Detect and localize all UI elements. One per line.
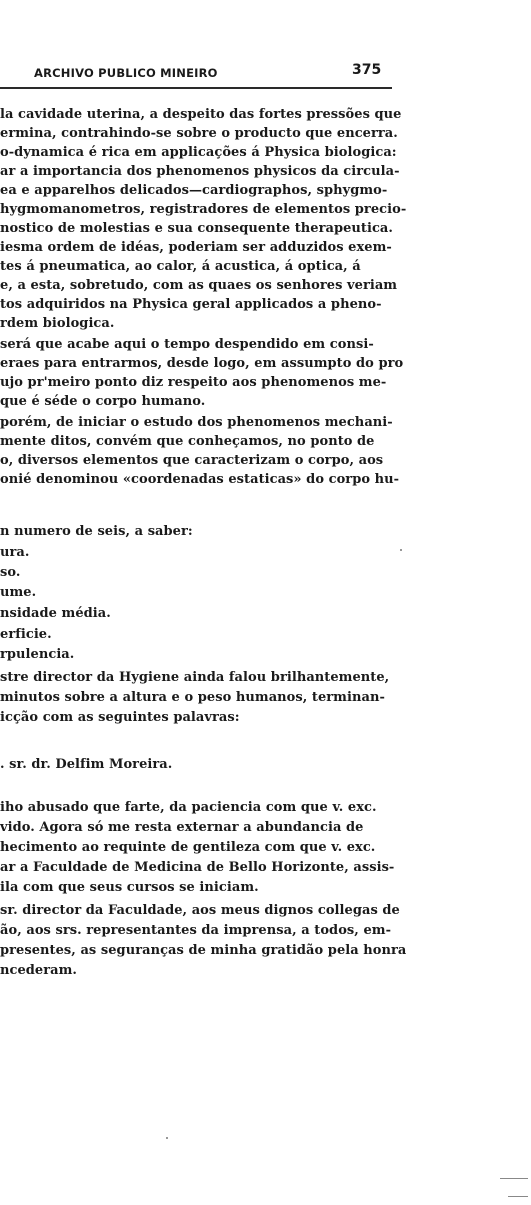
- list-item: so.: [0, 565, 21, 580]
- text-line: ar a importancia dos phenomenos physicos da circula-: [0, 164, 400, 179]
- list-item: nsidade média.: [0, 606, 111, 621]
- text-line: icção com as seguintes palavras:: [0, 710, 240, 725]
- text-line: tes á pneumatica, ao calor, á acustica, á optica, á: [0, 259, 361, 274]
- page-edge-mark: [500, 1178, 528, 1179]
- text-line: ermina, contrahindo-se sobre o producto que encerra.: [0, 126, 398, 141]
- text-line: porém, de iniciar o estudo dos phenomenos mechani-: [0, 415, 393, 430]
- text-line: iho abusado que farte, da paciencia com que v. exc.: [0, 800, 377, 815]
- list-item: ura.: [0, 545, 30, 560]
- text-line: n numero de seis, a saber:: [0, 524, 193, 539]
- text-line: vido. Agora só me resta externar a abundancia de: [0, 820, 364, 835]
- text-line: eraes para entrarmos, desde logo, em assumpto do pro: [0, 356, 404, 371]
- paper-speck: [400, 549, 402, 551]
- text-line: onié denominou «coordenadas estaticas» do corpo hu-: [0, 472, 400, 487]
- text-line: stre director da Hygiene ainda falou brilhantemente,: [0, 670, 390, 685]
- text-line: ar a Faculdade de Medicina de Bello Horizonte, assis-: [0, 860, 395, 875]
- page-header: [0, 62, 531, 92]
- text-line: ncederam.: [0, 963, 78, 978]
- paper-speck: [166, 1137, 168, 1139]
- text-line: hecimento ao requinte de gentileza com que v. exc.: [0, 840, 376, 855]
- list-item: ume.: [0, 585, 37, 600]
- text-line: ujo pr'meiro ponto diz respeito aos phenomenos me-: [0, 375, 387, 390]
- text-line: mente ditos, convém que conheçamos, no ponto de: [0, 434, 375, 449]
- text-line: e, a esta, sobretudo, com as quaes os senhores veriam: [0, 278, 398, 293]
- text-line: ão, aos srs. representantes da imprensa, a todos, em-: [0, 923, 392, 938]
- list-item: rpulencia.: [0, 647, 75, 662]
- text-line: rdem biologica.: [0, 316, 115, 331]
- page-edge-mark: [508, 1196, 528, 1197]
- text-line: nostico de molestias e sua consequente therapeutica.: [0, 221, 393, 236]
- text-line: presentes, as seguranças de minha gratidão pela honra: [0, 943, 407, 958]
- text-line: minutos sobre a altura e o peso humanos, terminan-: [0, 690, 385, 705]
- page-number: 375: [352, 62, 382, 78]
- text-line: la cavidade uterina, a despeito das fortes pressões que: [0, 107, 402, 122]
- text-line: sr. director da Faculdade, aos meus dignos collegas de: [0, 903, 400, 918]
- text-line: tos adquiridos na Physica geral applicados a pheno-: [0, 297, 382, 312]
- text-line: que é séde o corpo humano.: [0, 394, 206, 409]
- header-rule: [0, 87, 392, 89]
- text-line: iesma ordem de idéas, poderiam ser adduzidos exem-: [0, 240, 392, 255]
- text-line: será que acabe aqui o tempo despendido em consi-: [0, 337, 374, 352]
- list-item: erficie.: [0, 627, 52, 642]
- text-line: hygmomanometros, registradores de elementos precio-: [0, 202, 407, 217]
- text-line: o, diversos elementos que caracterizam o corpo, aos: [0, 453, 384, 468]
- text-line: o-dynamica é rica em applicações á Physica biologica:: [0, 145, 397, 160]
- text-line: ea e apparelhos delicados—cardiographos, sphygmo-: [0, 183, 388, 198]
- text-line: ila com que seus cursos se iniciam.: [0, 880, 259, 895]
- salutation: . sr. dr. Delfim Moreira.: [0, 757, 173, 772]
- running-title: ARCHIVO PUBLICO MINEIRO: [34, 66, 218, 80]
